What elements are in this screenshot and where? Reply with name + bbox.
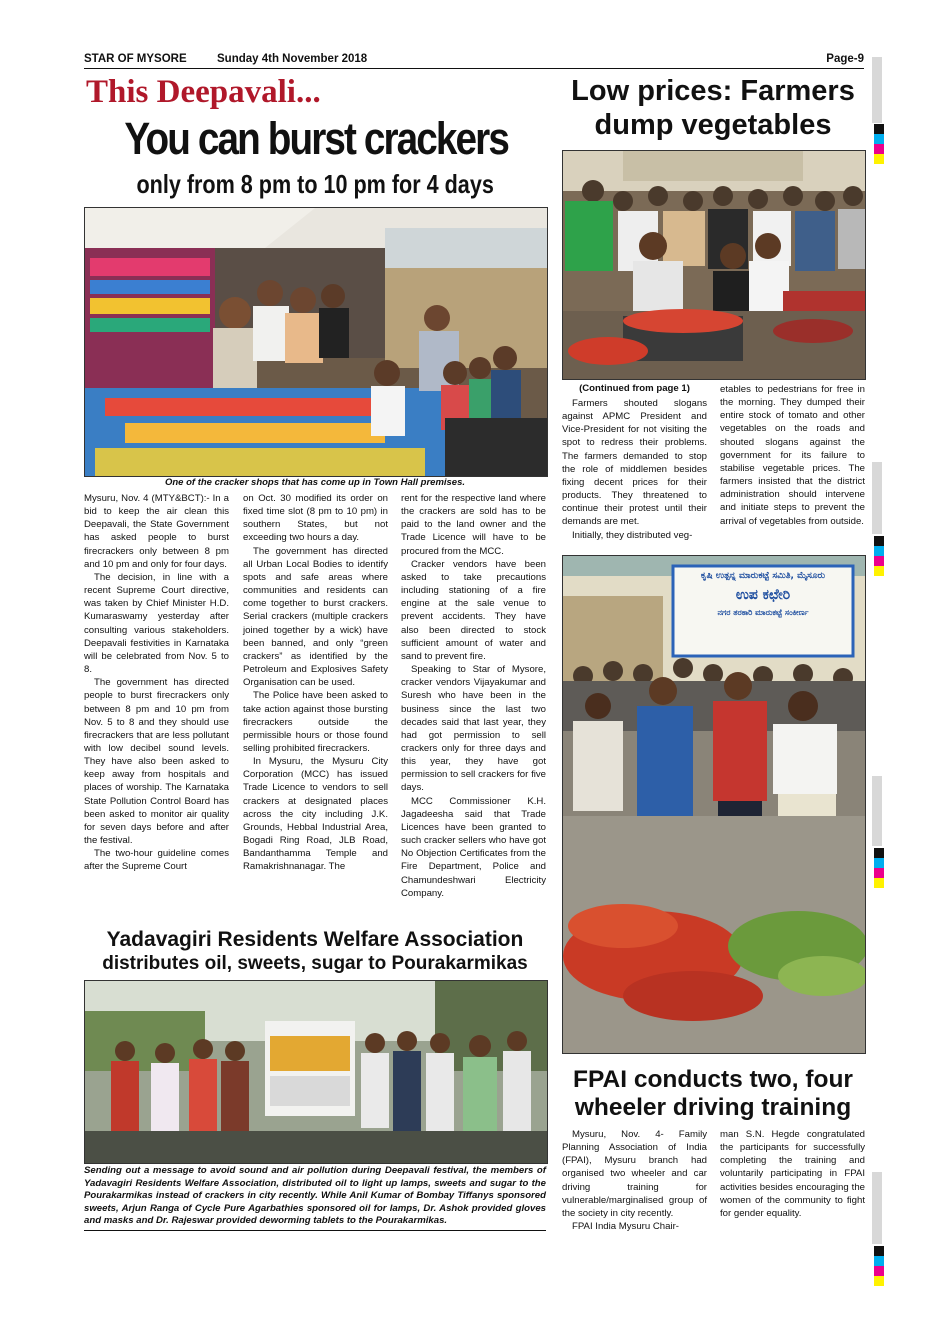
farmers-headline-line2: dump vegetables <box>594 109 832 141</box>
registration-mark <box>874 124 884 134</box>
paragraph: man S.N. Hegde congratulated the participants for successfully completing the training and voluntarily participating in FPAI activities besides encouraging the women of the community to fight for gender equality. <box>720 1129 865 1219</box>
masthead <box>84 53 864 69</box>
lead-deck: only from 8 pm to 10 pm for 4 days <box>136 169 494 199</box>
paragraph: The government has directed all Urban Local Bodies to identify spots and safe areas where communities and residents can come together to burst crackers. Serial crackers (multiple crackers joined together by a wick) have been banned, and only “green crackers” as identified by the Petroleum and Explosives Safety Organisation can be used. <box>243 545 388 689</box>
registration-mark <box>874 536 884 546</box>
page-number: Page-9 <box>826 53 864 65</box>
fpai-column-1 <box>562 1128 707 1233</box>
registration-mark <box>874 556 884 566</box>
registration-mark <box>874 868 884 878</box>
paragraph: In Mysuru, the Mysuru City Corporation (MCC) has issued Trade Licence to vendors to sell crackers at designated places across the city including J.K. Grounds, Hebbal Industrial Area, Bogadi Ring Road, JLB Road, Bandanthamma Temple and Ramakrishnanagar. The <box>243 756 388 873</box>
lead-column-3 <box>401 492 546 900</box>
registration-mark <box>874 144 884 154</box>
farmers-headline <box>560 74 866 142</box>
registration-mark <box>874 566 884 576</box>
yadavagiri-headline-line2: distributes oil, sweets, sugar to Pourakarmikas <box>102 953 528 974</box>
lead-headline: You can burst crackers <box>124 113 508 164</box>
vegetables-dump-photo <box>562 555 866 1054</box>
registration-mark <box>874 1256 884 1266</box>
registration-mark <box>874 858 884 868</box>
fpai-column-2 <box>720 1128 865 1220</box>
print-strip <box>872 462 882 534</box>
paragraph: rent for the respective land where the crackers are sold has to be paid to the land owner and the Trade Licence will have to be procured from the MCC. <box>401 493 546 557</box>
paragraph: Cracker vendors have been asked to take precautions including stationing of a fire engine at the sale venue to prevent accidents. They have also been directed to stock sufficient amount of water and sand to prevent fire. <box>401 558 546 662</box>
print-strip <box>872 776 882 846</box>
paragraph: Initially, they distributed veg- <box>572 529 693 541</box>
market-sign <box>675 568 851 620</box>
paper-name: STAR OF MYSORE <box>84 53 187 65</box>
print-strip <box>872 1172 882 1244</box>
yadavagiri-group-photo <box>84 980 548 1164</box>
farmers-headline-line1: Low prices: Farmers <box>571 75 855 107</box>
registration-mark <box>874 1266 884 1276</box>
fpai-headline-line1: FPAI conducts two, four <box>573 1066 853 1093</box>
print-strip <box>872 57 882 123</box>
paragraph: MCC Commissioner K.H. Jagadeesha said that Trade Licences have been granted to such cracker sellers who have got No Objection Certificates from the Fire Department, Police and Chamundeshwari Electricity Company. <box>401 795 546 899</box>
registration-mark <box>874 878 884 888</box>
lead-kicker: This Deepavali... <box>86 74 321 110</box>
paragraph: on Oct. 30 modified its order on fixed time slot (8 pm to 10 pm) in southern States, but not exceeding two hours a day. <box>243 493 388 544</box>
registration-mark <box>874 154 884 164</box>
lead-column-2 <box>243 492 388 874</box>
yadavagiri-headline-line1: Yadavagiri Residents Welfare Association <box>106 928 524 951</box>
registration-mark <box>874 134 884 144</box>
farmers-column-2 <box>720 383 865 528</box>
paragraph: Speaking to Star of Mysore, cracker vendors Vijayakumar and Suresh who have been in the business since the last two decades said that last year, they had got permission to sell crackers only for three days and this year, they have got permission to sell crackers for five days. <box>401 664 546 794</box>
sign-line-3: ನಗರ ತರಕಾರಿ ಮಾರುಕಟ್ಟೆ ಸಂಕೀರ್ಣ <box>717 608 809 617</box>
paragraph: Mysuru, Nov. 4- Family Planning Association of India (FPAI), Mysuru branch had organised two wheeler and car driving training for vulnerable/marginalised group of the society in city recently. <box>562 1129 707 1219</box>
farmers-column-1 <box>562 397 707 542</box>
lead-column-1 <box>84 492 229 874</box>
paragraph: Mysuru, Nov. 4 (MTY&BCT):- In a bid to keep the air clean this Deepavali, the State Government has asked people to burst firecrackers only between 8 pm and 10 pm and only for four days. <box>84 493 229 570</box>
fpai-headline <box>560 1066 866 1122</box>
issue-date: Sunday 4th November 2018 <box>217 53 368 65</box>
registration-mark <box>874 546 884 556</box>
sign-line-2: ಉಪ ಕಛೇರಿ <box>735 587 791 603</box>
paragraph: The two-hour guideline comes after the Supreme Court <box>84 848 229 873</box>
registration-mark <box>874 848 884 858</box>
paragraph: etables to pedestrians for free in the morning. They dumped their entire stock of tomato and other vegetables on the roads and shouted slogans against the government for its failure to stabilise vegetable prices. The farmers insisted that the district administration should intervene and initiate steps to prevent the arrival of vegetables from outside. <box>720 384 865 527</box>
fpai-headline-line2: wheeler driving training <box>574 1094 852 1121</box>
yadavagiri-caption: Sending out a message to avoid sound and air pollution during Deepavali festival, the members of Yadavagiri Residents Welfare Association, distributed oil to light up lamps, sweets and sugar to the Pourakarmikas instead of crackers in city recently. While Anil Kumar of Bombay Tiffanys sponsored sweets, Arjun Ranga of Cycle Pure Agarbathies sponsored oil for lamps, Dr. Ashok provided gloves and masks and Dr. Rajeswar provided deworming tablets to the Pourakarmikas. <box>84 1165 546 1231</box>
paragraph: The government has directed people to burst firecrackers only between 8 pm and 10 pm from Nov. 5 to 8 and they should use firecrackers that are less pollutant with low decibel sound levels. They have also been asked to keep away from hospitals and places of worship. The Karnataka State Pollution Control Board has been asked to monitor air quality for seven days before and after the festival. <box>84 677 229 847</box>
yadavagiri-headline <box>84 928 546 976</box>
sign-line-1: ಕೃಷಿ ಉತ್ಪನ್ನ ಮಾರುಕಟ್ಟೆ ಸಮಿತಿ, ಮೈಸೂರು <box>700 571 826 581</box>
registration-mark <box>874 1246 884 1256</box>
paragraph: The decision, in line with a recent Supreme Court directive, was taken by Chief Minister H.D. Kumaraswamy yesterday after consulting various stakeholders. Deepavali festivities in Karnataka will be celebrated from Nov. 5 to 8. <box>84 571 229 676</box>
paragraph: FPAI India Mysuru Chair- <box>572 1221 679 1233</box>
lead-photo-caption: One of the cracker shops that has come up in Town Hall premises. <box>164 477 466 488</box>
registration-mark <box>874 1276 884 1286</box>
paragraph: The Police have been asked to take action against those bursting firecrackers outside the permissible hours or those found selling prohibited firecrackers. <box>243 690 388 754</box>
cracker-shop-photo <box>84 207 548 477</box>
paragraph: Farmers shouted slogans against APMC President and Vice-President for not visiting the spot to redress their problems. The farmers demanded to stop the role of middlemen besides fixing decent prices for their products. They threatened to continue their protest until their demands are met. <box>562 398 707 528</box>
farmers-protest-photo <box>562 150 866 380</box>
continued-note: (Continued from page 1) <box>579 383 690 394</box>
